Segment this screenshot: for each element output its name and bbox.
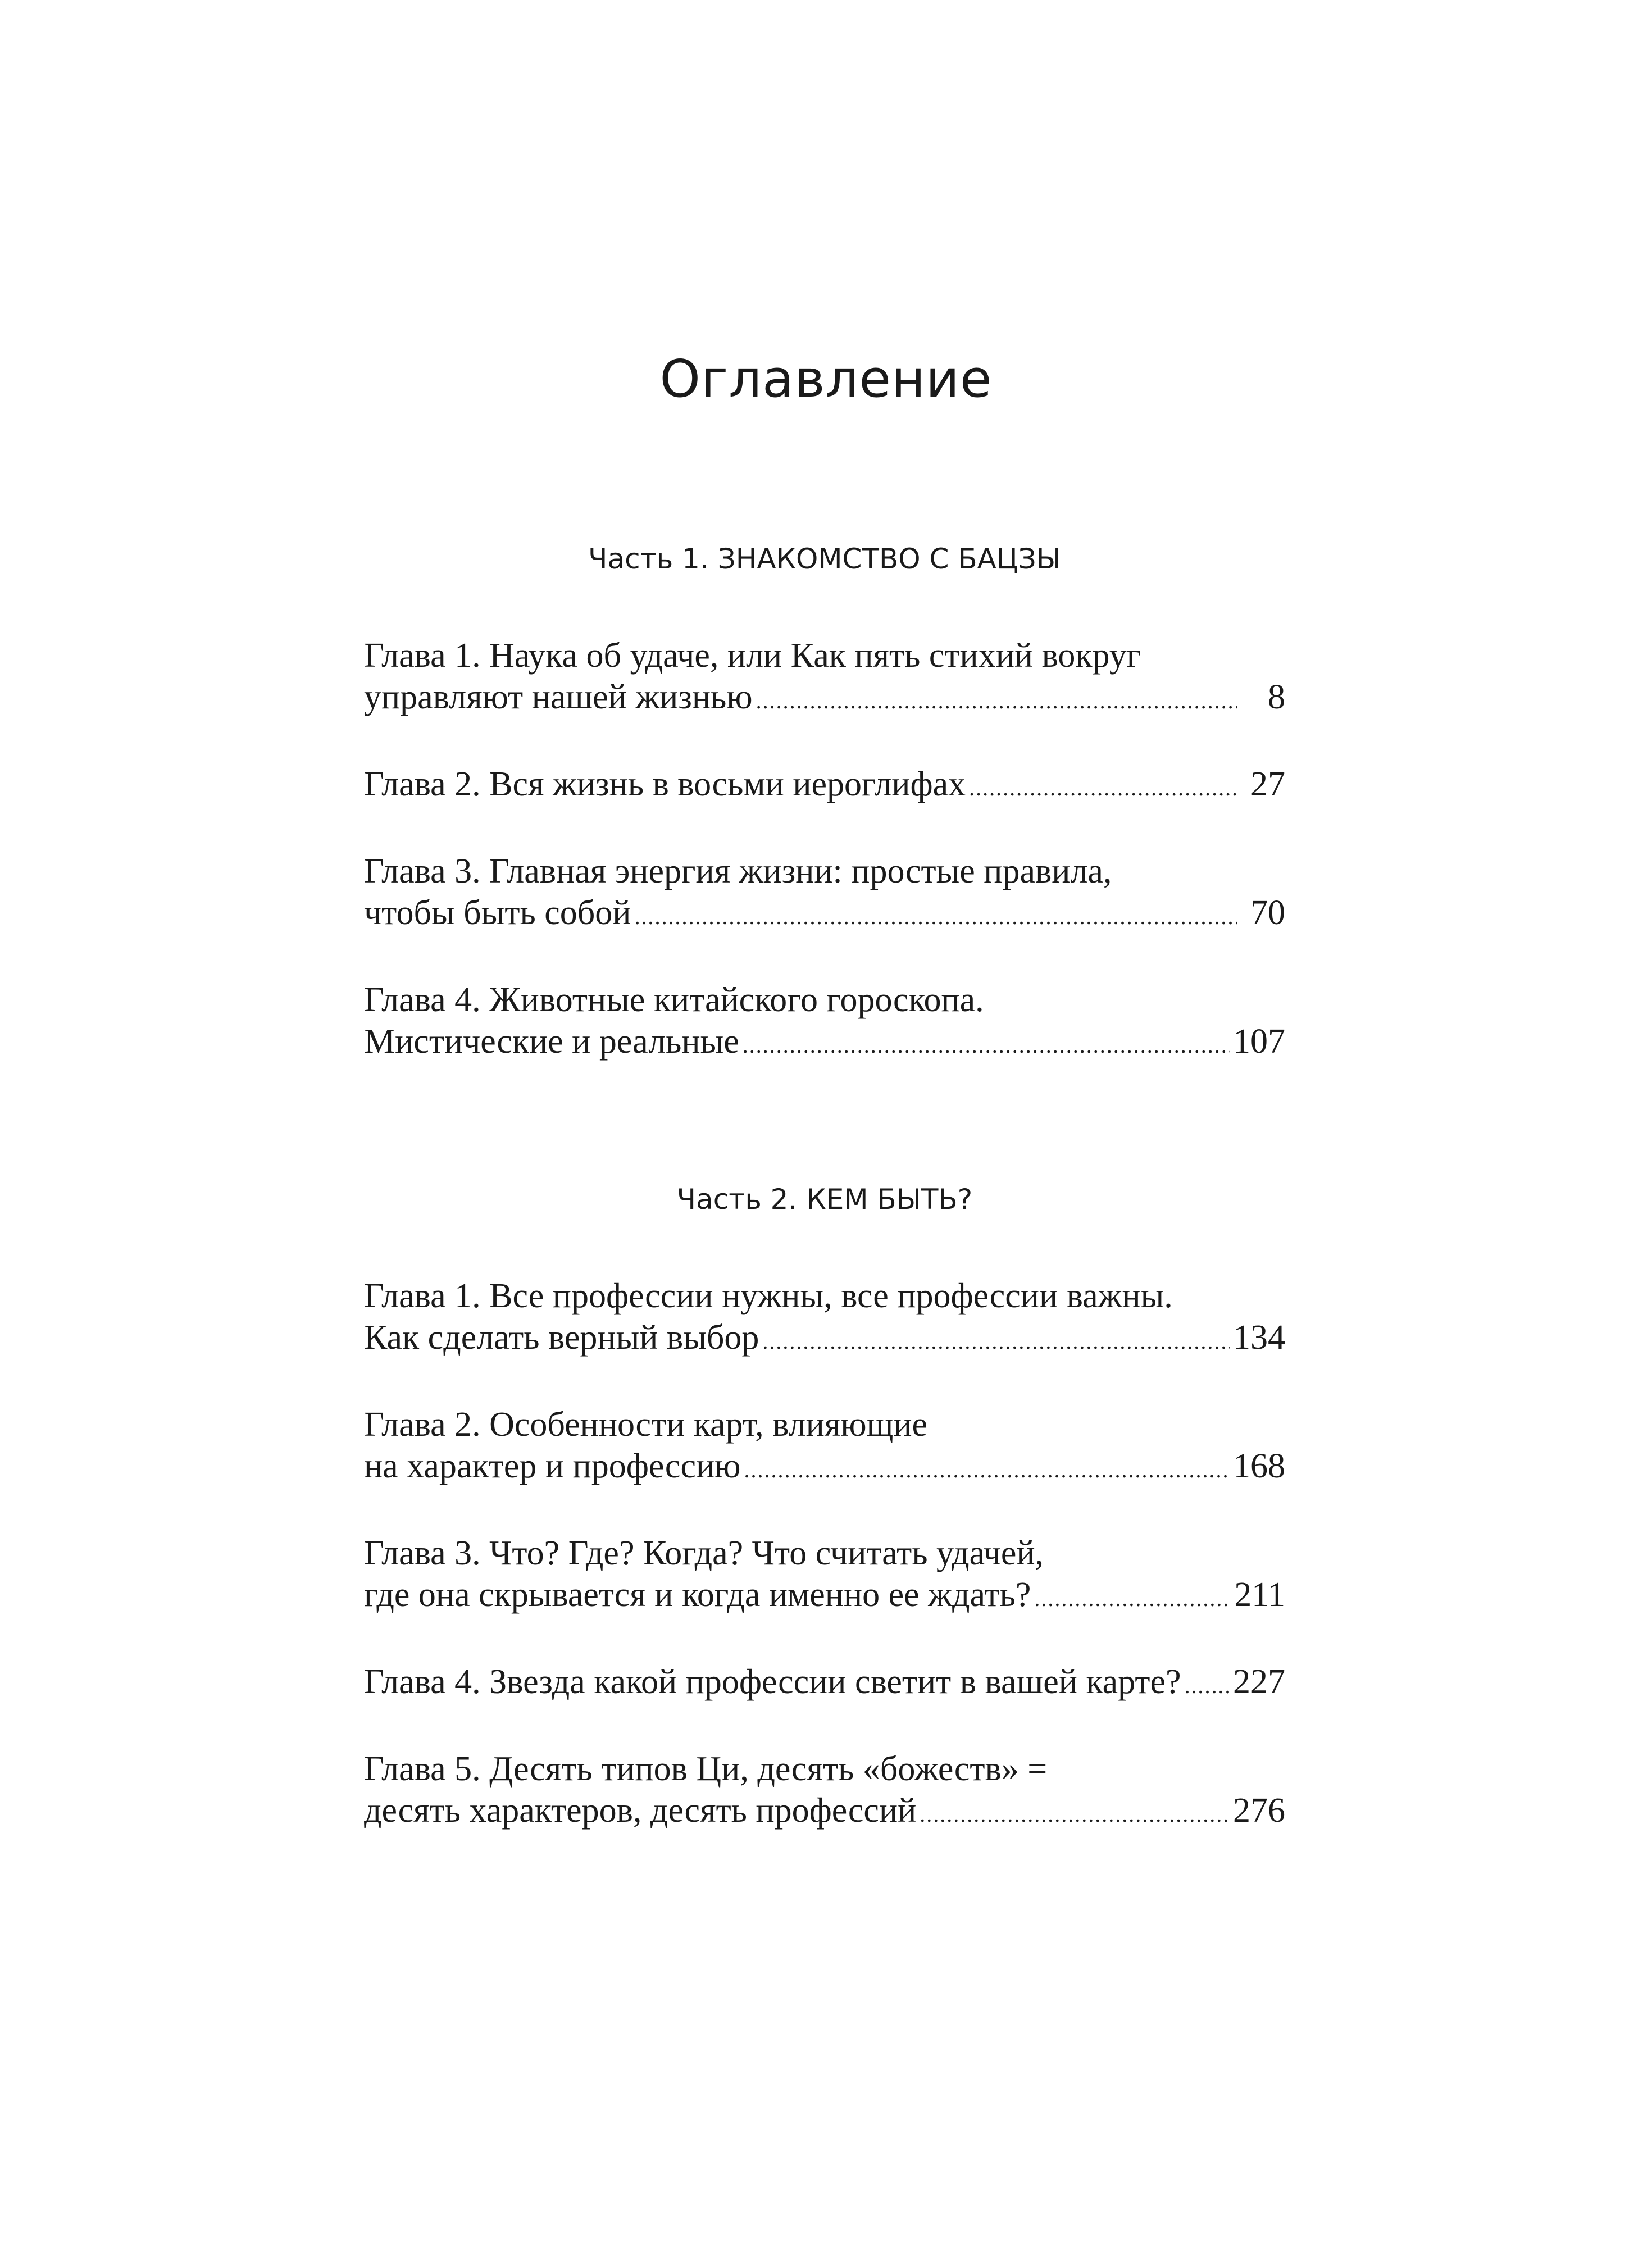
toc-entries <box>364 635 1285 1066</box>
entry-title-line2: Как сделать верный выбор <box>364 1318 759 1357</box>
entry-title-line1: Глава 3. Главная энергия жизни: простые правила, <box>364 852 1112 890</box>
toc-entry[interactable] <box>364 1661 1285 1707</box>
entry-title-line2: управляют нашей жизнью <box>364 678 753 716</box>
dot-leader <box>743 1025 1230 1066</box>
entry-title-line2: на характер и профессию <box>364 1447 741 1485</box>
entry-title-line1: Глава 3. Что? Где? Когда? Что считать удачей, <box>364 1534 1044 1572</box>
page-title: Оглавление <box>659 349 993 409</box>
entry-title-line1: Глава 1. Наука об удаче, или Как пять стихий вокруг <box>364 636 1141 675</box>
toc-entry[interactable] <box>364 1532 1285 1620</box>
page-number: 227 <box>1233 1663 1285 1701</box>
part-heading: Часть 2. КЕМ БЫТЬ? <box>676 1183 973 1216</box>
page-number: 107 <box>1233 1022 1285 1061</box>
toc-entry[interactable] <box>364 979 1285 1066</box>
entry-title-line2: десять характеров, десять профессий <box>364 1791 917 1830</box>
entry-title-line2: Мистические и реальные <box>364 1022 739 1061</box>
dot-leader <box>1034 1578 1231 1620</box>
dot-leader <box>969 767 1237 809</box>
toc-entries <box>364 1275 1285 1835</box>
page-number: 27 <box>1250 765 1285 803</box>
dot-leader <box>744 1449 1230 1491</box>
dot-leader <box>920 1794 1230 1835</box>
toc-entry[interactable] <box>364 850 1285 938</box>
page-number: 134 <box>1233 1318 1285 1357</box>
toc-part-1 <box>364 539 1285 1066</box>
toc-part-2 <box>364 1180 1285 1835</box>
entry-title-line2: где она скрывается и когда именно ее ждать? <box>364 1576 1031 1614</box>
page-number: 211 <box>1234 1576 1285 1614</box>
toc-entry[interactable] <box>364 1275 1285 1362</box>
toc-entry[interactable] <box>364 1404 1285 1491</box>
page-number: 8 <box>1268 678 1285 716</box>
dot-leader <box>756 680 1237 722</box>
part-heading: Часть 1. ЗНАКОМСТВО С БАЦЗЫ <box>588 543 1061 575</box>
entry-title-line1: Глава 1. Все профессии нужны, все профессии важны. <box>364 1277 1173 1315</box>
entry-title-line1: Глава 5. Десять типов Ци, десять «божеств» = <box>364 1750 1048 1788</box>
toc-entry[interactable] <box>364 763 1285 809</box>
page-number: 168 <box>1233 1447 1285 1485</box>
toc-entry[interactable] <box>364 635 1285 722</box>
entry-title-line1: Глава 2. Особенности карт, влияющие <box>364 1405 928 1444</box>
entry-title: Глава 2. Вся жизнь в восьми иероглифах <box>364 765 966 803</box>
page-number: 276 <box>1233 1791 1285 1830</box>
entry-title-line2: чтобы быть собой <box>364 894 631 932</box>
entry-title: Глава 4. Звезда какой профессии светит в вашей карте? <box>364 1663 1181 1701</box>
dot-leader <box>634 896 1237 938</box>
toc-entry[interactable] <box>364 1748 1285 1835</box>
dot-leader <box>1185 1665 1230 1707</box>
dot-leader <box>762 1321 1230 1362</box>
page-number: 70 <box>1250 894 1285 932</box>
entry-title-line1: Глава 4. Животные китайского гороскопа. <box>364 981 984 1019</box>
